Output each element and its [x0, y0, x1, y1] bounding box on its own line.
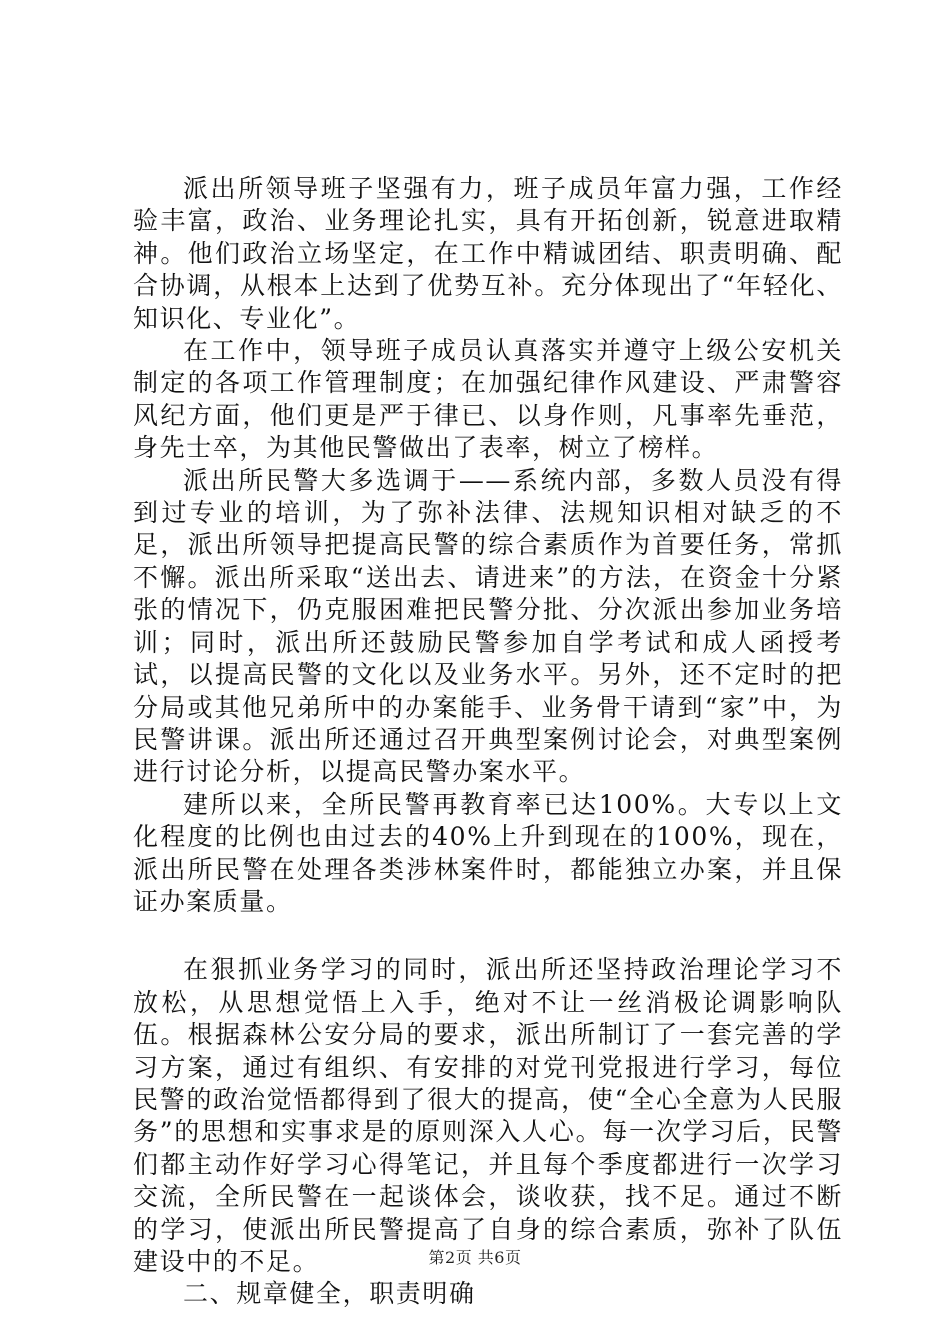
paragraph-gap	[133, 918, 843, 954]
page-number-footer: 第2页 共6页	[428, 1248, 522, 1267]
paragraph-discipline: 在工作中，领导班子成员认真落实并遵守上级公安机关制定的各项工作管理制度；在加强纪律作风建设、严肃警容风纪方面，他们更是严于律已、以身作则，凡事率先垂范，身先士卒，为其他民警做出了表率，树立了榜样。	[133, 336, 843, 463]
paragraph-education-rate: 建所以来，全所民警再教育率已达100%。大专以上文化程度的比例也由过去的40%上升到现在的100%，现在，派出所民警在处理各类涉林案件时，都能独立办案，并且保证办案质量。	[133, 789, 843, 916]
document-body	[133, 173, 843, 1311]
paragraph-training: 派出所民警大多选调于——系统内部，多数人员没有得到过专业的培训，为了弥补法律、法规知识相对缺乏的不足，派出所领导把提高民警的综合素质作为首要任务，常抓不懈。派出所采取“送出去、请进来”的方法，在资金十分紧张的情况下，仍克服困难把民警分批、分次派出参加业务培训；同时，派出所还鼓励民警参加自学考试和成人函授考试，以提高民警的文化以及业务水平。另外，还不定时的把分局或其他兄弟所中的办案能手、业务骨干请到“家”中，为民警讲课。派出所还通过召开典型案例讨论会，对典型案例进行讨论分析，以提高民警办案水平。	[133, 465, 843, 787]
paragraph-political-study: 在狠抓业务学习的同时，派出所还坚持政治理论学习不放松，从思想觉悟上入手，绝对不让一丝消极论调影响队伍。根据森林公安分局的要求，派出所制订了一套完善的学习方案，通过有组织、有安排的对党刊党报进行学习，每位民警的政治觉悟都得到了很大的提高，使“全心全意为人民服务”的思想和实事求是的原则深入人心。每一次学习后，民警们都主动作好学习心得笔记，并且每个季度都进行一次学习交流，全所民警在一起谈体会，谈收获，找不足。通过不断的学习，使派出所民警提高了自身的综合素质，弥补了队伍建设中的不足。	[133, 955, 843, 1276]
section-heading: 二、规章健全，职责明确	[183, 1279, 476, 1309]
paragraph-leadership: 派出所领导班子坚强有力，班子成员年富力强，工作经验丰富，政治、业务理论扎实，具有开拓创新，锐意进取精神。他们政治立场坚定，在工作中精诚团结、职责明确、配合协调，从根本上达到了优势互补。充分体现出了“年轻化、知识化、专业化”。	[133, 174, 843, 333]
